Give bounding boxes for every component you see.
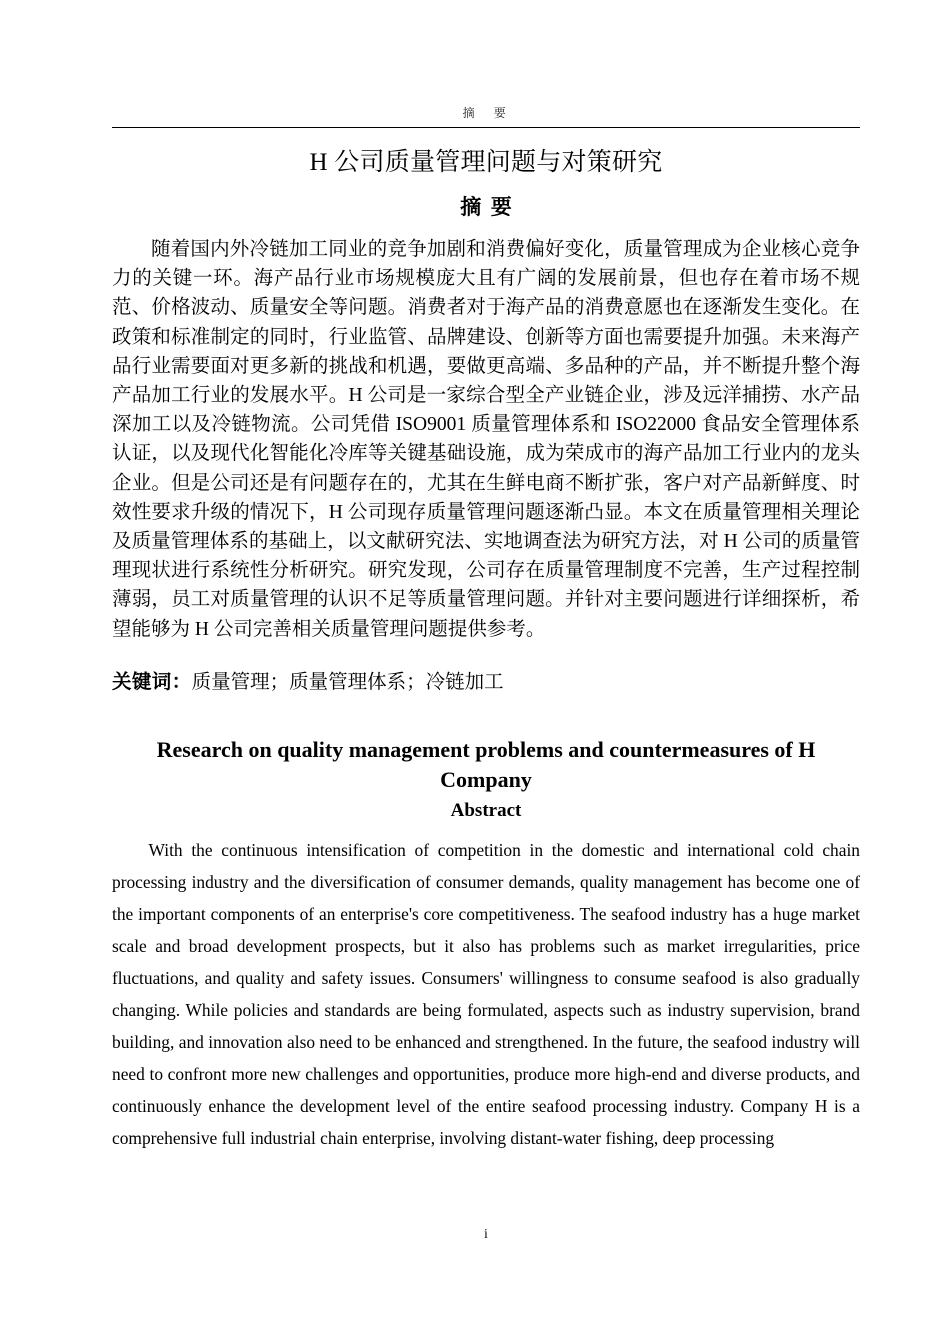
chinese-abstract-body: 随着国内外冷链加工同业的竞争加剧和消费偏好变化，质量管理成为企业核心竞争力的关键一环。海产品行业市场规模庞大且有广阔的发展前景，但也存在着市场不规范、价格波动、质量安全等问题。消费者对于海产品的消费意愿也在逐渐发生变化。在政策和标准制定的同时，行业监管、品牌建设、创新等方面也需要提升加强。未来海产品行业需要面对更多新的挑战和机遇，要做更高端、多品种的产品，并不断提升整个海产品加工行业的发展水平。H 公司是一家综合型全产业链企业，涉及远洋捕捞、水产品深加工以及冷链物流。公司凭借 ISO9001 质量管理体系和 ISO22000 食品安全管理体系认证，以及现代化智能化冷库等关键基础设施，成为荣成市的海产品加工行业内的龙头企业。但是公司还是有问题存在的，尤其在生鲜电商不断扩张，客户对产品新鲜度、时效性要求升级的情况下，H 公司现存质量管理问题逐渐凸显。本文在质量管理相关理论及质量管理体系的基础上，以文献研究法、实地调查法为研究方法，对 H 公司的质量管理现状进行系统性分析研究。研究发现，公司存在质量管理制度不完善，生产过程控制薄弱，员工对质量管理的认识不足等质量管理问题。并针对主要问题进行详细探析，希望能够为 H 公司完善相关质量管理问题提供参考。 — [112, 239, 860, 640]
english-abstract-heading: Abstract — [450, 799, 522, 821]
english-abstract-body: With the continuous intensification of competition in the domestic and international cold chain processing industry and the diversification of consumer demands, quality management has become one of the important components of an enterprise's core competitiveness. The seafood industry has a huge market scale and broad development prospects, but it also has problems such as market irregularities, price fluctuations, and quality and safety issues. Consumers' willingness to consume seafood is also gradually changing. While policies and standards are being formulated, aspects such as industry supervision, brand building, and innovation also need to be enhanced and strengthened. In the future, the seafood industry will need to confront more new challenges and opportunities, produce more high-end and diverse products, and continuously enhance the development level of the entire seafood processing industry. Company H is a comprehensive full industrial chain enterprise, involving distant-water fishing, deep processing — [112, 839, 860, 1148]
english-title: Research on quality management problems and countermeasures of H Company — [156, 737, 816, 792]
running-header-text: 摘 要 — [462, 106, 510, 120]
chinese-keywords-line — [112, 668, 860, 697]
running-header — [112, 104, 860, 122]
chinese-title: H 公司质量管理问题与对策研究 — [309, 149, 663, 176]
keywords-values: 质量管理；质量管理体系；冷链加工 — [191, 671, 504, 693]
header-divider-rule — [112, 127, 860, 128]
chinese-abstract-heading: 摘要 — [460, 195, 522, 219]
keywords-label: 关键词： — [112, 670, 192, 693]
page-content — [112, 142, 860, 1154]
page-number: i — [484, 1227, 488, 1242]
